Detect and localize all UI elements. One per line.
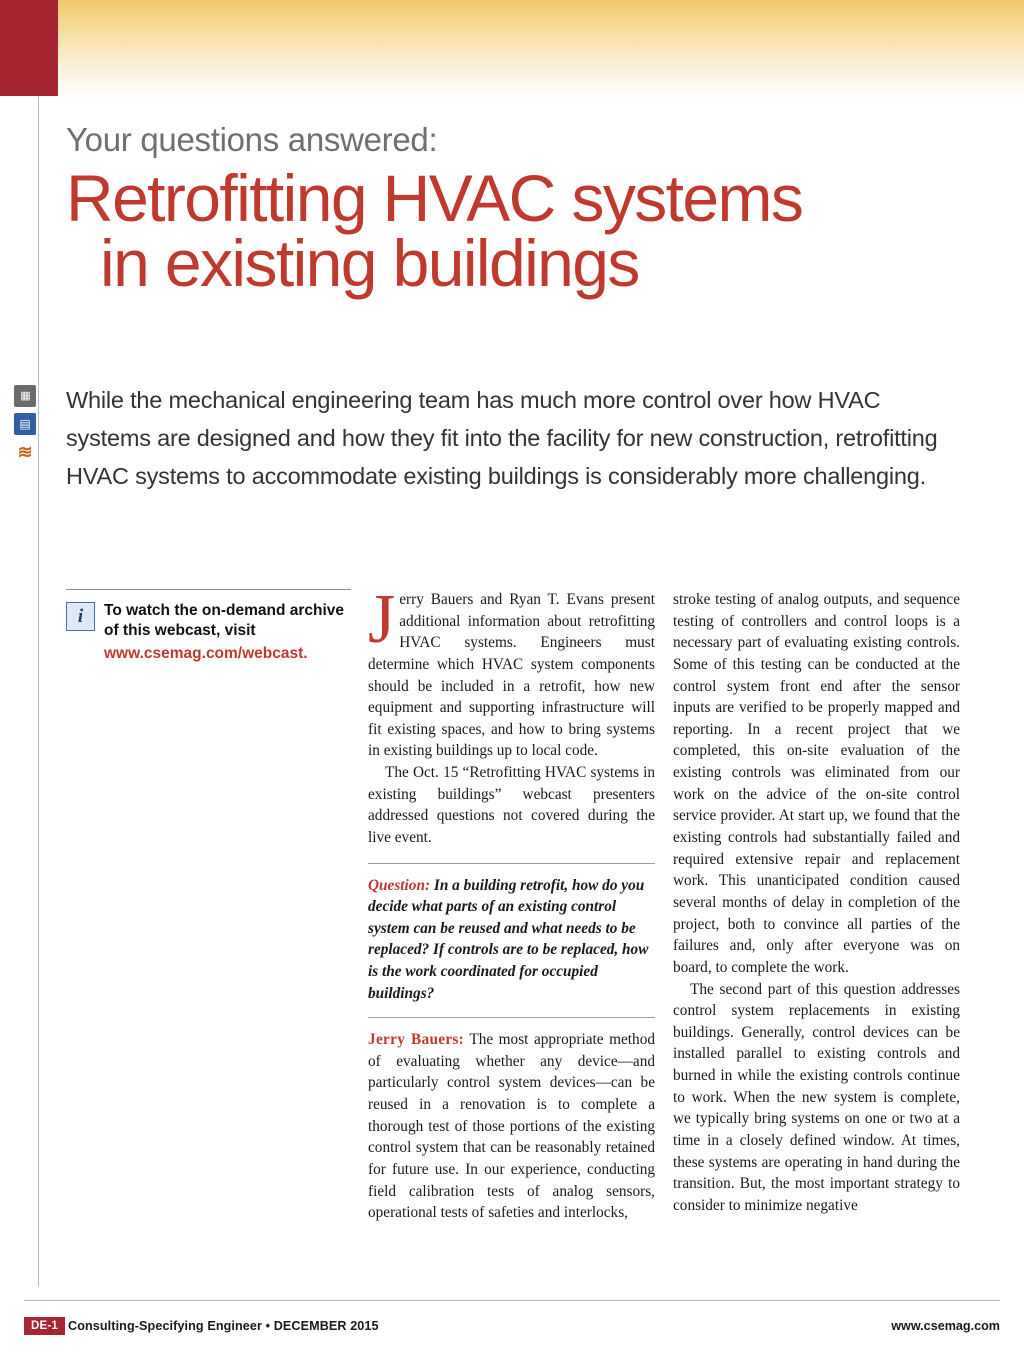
answer-text: The most appropriate method of evaluating whether any device—and particularly control system devices—can be reused in a renovation is to complete a thorough test of those portions of the existing control system that can be reasonably retained for future use. In our experience, conducting field calibration tests of analog sensors, operational tests of safeties and interlocks,: [368, 1031, 656, 1222]
headline-block: [66, 121, 966, 300]
side-icon-strip: [14, 385, 44, 469]
deck-paragraph: While the mechanical engineering team has much more control over how HVAC systems are designed and how they fit into the facility for new construction, retrofitting HVAC systems to accommodate existing buildings is considerably more challenging.: [66, 387, 938, 490]
article-column-3: [673, 589, 960, 1217]
headline-line-1: Retrofitting HVAC systems: [66, 161, 803, 236]
footer-website[interactable]: www.csemag.com: [891, 1319, 1000, 1333]
promo-text: To watch the on-demand archive of this webcast, visit: [104, 602, 345, 640]
article-paragraph: [368, 581, 655, 762]
article-paragraph: stroke testing of analog outputs, and sequence testing of controllers and control loops is a necessary part of evaluating existing controls. Some of this testing can be conducted at the control system front end after the sensor inputs are verified to be properly mapped and reporting. In a recent project that we completed, this on-site evaluation of the existing controls was eliminated from our work on the advice of the on-site control service provider. At start up, we found that the existing controls had substantially failed and required extensive repair and replacement work. This unanticipated condition caused several months of delay in completion of the project, both to convince all parties of the failures and, only after everyone was on board, to complete the work.: [673, 591, 960, 976]
article-paragraph: The Oct. 15 “Retrofitting HVAC systems in existing buildings” webcast presenters addressed questions not covered during the live event.: [368, 764, 655, 847]
swirl-icon: ≋: [17, 442, 33, 462]
headline-line-2: in existing buildings: [100, 225, 639, 300]
book-icon: ▤: [14, 413, 36, 435]
promo-row: [66, 601, 351, 663]
kicker-text: Your questions answered:: [66, 121, 438, 158]
footer-publication: Consulting-Specifying Engineer • DECEMBER 2015: [68, 1319, 379, 1333]
top-band-red-block: [0, 0, 58, 96]
page-folio: DE-1: [24, 1317, 65, 1335]
promo-divider: [66, 589, 351, 590]
article-column-2: [368, 581, 656, 1224]
question-block: [368, 875, 655, 1004]
speaker-name: Jerry Bauers:: [368, 1031, 465, 1049]
left-vertical-rule: [38, 96, 39, 1286]
info-icon: i: [66, 602, 95, 631]
question-divider-bottom: [368, 1017, 655, 1018]
question-divider-top: [368, 863, 655, 864]
question-label: Question:: [368, 876, 431, 894]
drop-cap: J: [368, 581, 396, 658]
promo-link[interactable]: www.csemag.com/webcast.: [104, 644, 308, 662]
calculator-icon: ▦: [14, 385, 36, 407]
question-text: In a building retrofit, how do you decide what parts of an existing control system can be reused and what needs to be replaced? If controls are to be replaced, how is the work coordinated for occupied buildings?: [368, 876, 649, 1002]
answer-block: [368, 1029, 655, 1224]
footer-divider: [24, 1300, 1000, 1301]
page-title: [66, 161, 966, 300]
paragraph-text: erry Bauers and Ryan T. Evans present additional information about retrofitting HVAC systems. Engineers must determine which HVAC system components should be included in a retrofit, how new equipment and supporting infrastructure will fit existing spaces, and how to bring systems in existing buildings up to local code.: [368, 591, 655, 760]
article-paragraph: The second part of this question addresses control system replacements in existing buildings. Generally, control devices can be installed parallel to existing controls and burned in while the existing controls continue to work. When the new system is complete, we typically bring systems on one or two at a time in a closely defined window. At times, these systems are operating in hand during the transition. But, the most important strategy to consider to minimize negative: [673, 980, 960, 1214]
top-color-band: [0, 0, 1024, 96]
webcast-promo: [66, 589, 351, 663]
